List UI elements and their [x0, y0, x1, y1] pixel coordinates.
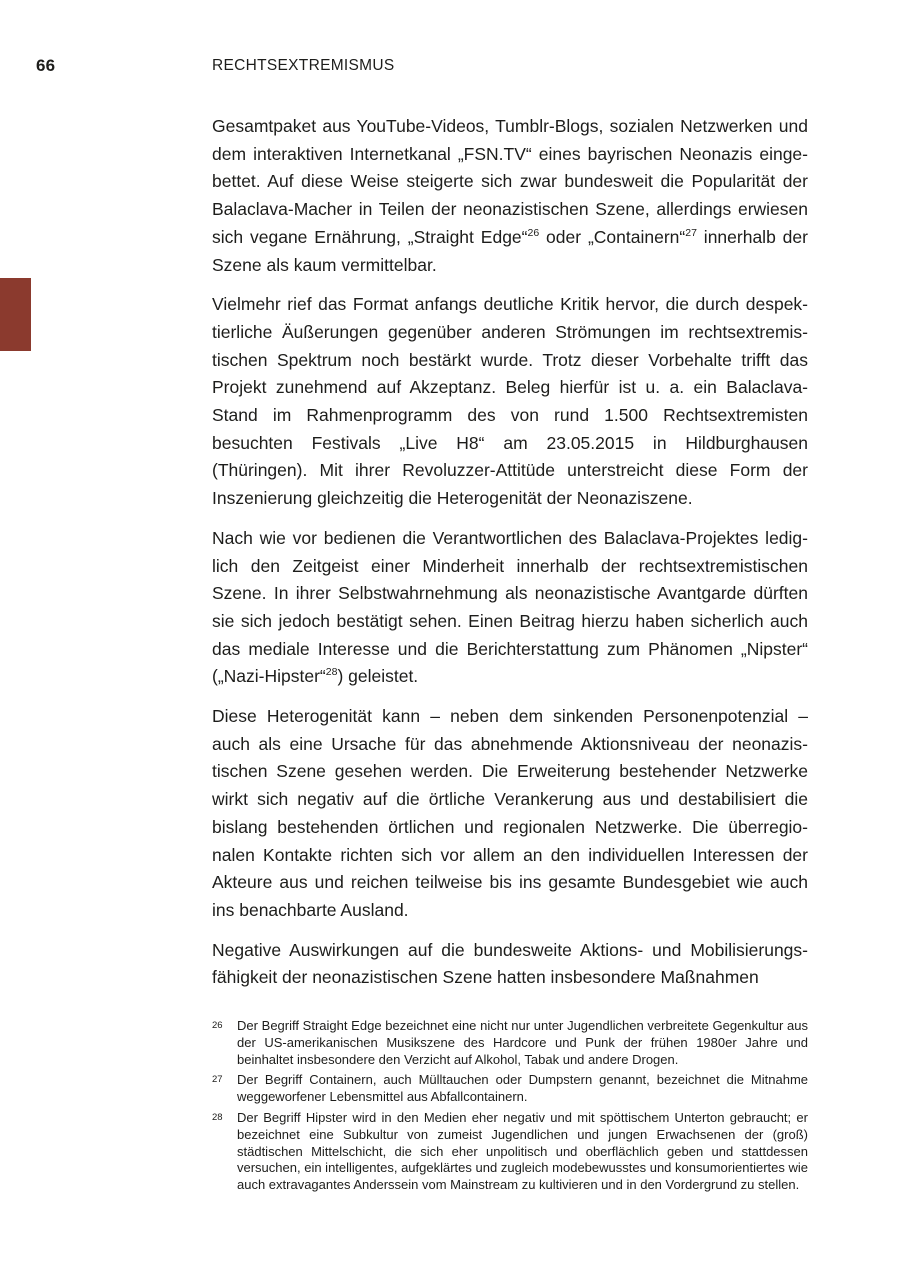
paragraph-3	[212, 525, 808, 691]
text-run: Nach wie vor bedienen die Verantwortlichen des Balaclava-Projektes lediglich den Zeitgeist einer Minderheit innerhalb der rechtsextremistischen Szene. In ihrer Selbstwahrnehmung als neonazistische Avantgarde dürften sie sich jedoch bestätigt sehen. Einen Beitrag hierzu haben sicherlich auch das mediale Interesse und die Berichterstattung zum Phänomen „Nipster“ („Nazi-Hipster“	[212, 527, 808, 687]
text-run: ) geleistet.	[337, 666, 419, 687]
text-run: Diese Heterogenität kann – neben dem sinkenden Personenpotenzial – auch als eine Ursache für das abnehmende Aktionsniveau der neonazistischen Szene gesehen werden. Die Erweiterung bestehender Netzwerke wirkt sich negativ auf die örtliche Verankerung aus und destabilisiert die bislang bestehenden örtlichen und regionalen Netzwerke. Die überregionalen Kontakte richten sich vor allem an den individuellen Interessen der Akteure aus und reichen teilweise bis ins gesamte Bundesgebiet wie auch ins benachbarte Ausland.	[212, 706, 808, 920]
footnote-text: Der Begriff Containern, auch Mülltauchen oder Dumpstern genannt, bezeichnet die Mitnahme weggeworfener Lebensmittel aus Abfallcontainern.	[237, 1072, 808, 1105]
footnote-text: Der Begriff Straight Edge bezeichnet eine nicht nur unter Jugendlichen verbreitete Gegenkultur aus der US-amerikanischen Musikszene des Hardcore und Punk der frühen 1980er Jahre und beinhaltet insbesondere den Verzicht auf Alkohol, Tabak und andere Drogen.	[237, 1018, 808, 1067]
footnote-number: 27	[212, 1074, 223, 1086]
text-run: oder „Containern“	[539, 226, 686, 247]
paragraph-4	[212, 703, 808, 925]
footnote-text: Der Begriff Hipster wird in den Medien eher negativ und mit spöttischem Unterton gebraucht; er bezeichnet eine Subkultur von zumeist Jugendlichen und jungen Erwachsenen der (groß) städtischen Mittelschicht, die sich eher unpolitisch und oberflächlich geben und stattdessen versuchen, ein intelligentes, aufgeklärtes und zugleich modebewusstes und konsumorientiertes wie auch extravagantes Anderssein vom Mainstream zu kultivieren und in den Vordergrund zu stellen.	[237, 1109, 808, 1193]
footnote-number: 26	[212, 1020, 223, 1031]
text-run: Vielmehr rief das Format anfangs deutliche Kritik hervor, die durch despektierliche Äußerungen gegenüber anderen Strömungen im rechtsextremistischen Spektrum noch bestärkt wurde. Trotz dieser Vorbehalte trifft das Projekt zunehmend auf Akzeptanz. Beleg hierfür ist u. a. ein Balaclava-Stand im Rahmenprogramm des von rund 1.500 Rechtsextremisten besuchten Festivals „Live H8“ am 23.05.2015 in Hildburghausen (Thüringen). Mit ihrer Revoluzzer-Attitüde unterstreicht diese Form der Inszenierung gleichzeitig die Heterogenität der Neonaziszene.	[212, 294, 808, 509]
footnote-reference: 27	[685, 226, 697, 239]
page-number: 66	[36, 56, 56, 75]
footnotes	[212, 1018, 808, 1198]
footnote-reference: 28	[325, 666, 338, 679]
paragraph-1	[212, 113, 808, 279]
text-run: Gesamtpaket aus YouTube-Videos, Tumblr-Blogs, sozialen Netzwerken und dem interaktiven Internetkanal „FSN.TV“ eines bayrischen Neonazis eingebettet. Auf diese Weise steigerte sich zwar bundesweit die Popularität der Balaclava-Macher in Teilen der neonazistischen Szene, allerdings erwiesen sich vegane Ernährung, „Straight Edge“	[212, 116, 808, 247]
running-header: RECHTSEXTREMISMUS	[212, 57, 395, 74]
paragraph-5	[212, 937, 808, 992]
footnote-27	[212, 1072, 808, 1106]
text-run: innerhalb der Szene als kaum vermittelbar.	[212, 226, 808, 275]
text-run: Negative Auswirkungen auf die bundesweite Aktions- und Mobilisierungsfähigkeit der neonazistischen Szene hatten insbesondere Maßnahmen	[212, 939, 808, 988]
footnote-26	[212, 1018, 808, 1068]
paragraph-2	[212, 291, 808, 513]
body-text	[212, 113, 808, 1004]
footnote-28	[212, 1110, 808, 1194]
footnote-reference: 26	[527, 226, 540, 239]
side-marker	[0, 278, 31, 351]
footnote-number: 28	[212, 1111, 223, 1123]
